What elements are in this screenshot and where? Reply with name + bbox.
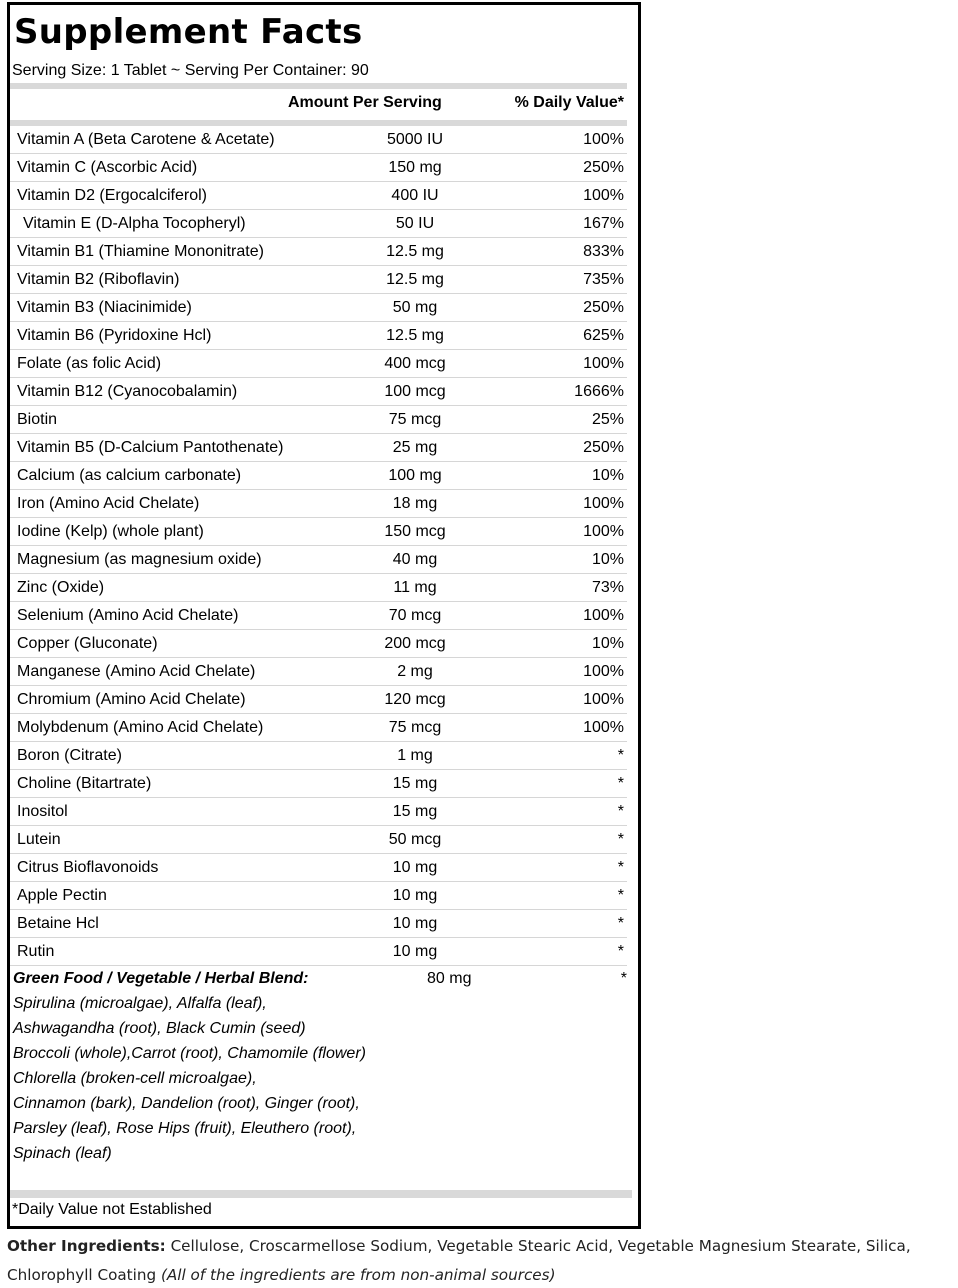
nutrient-daily-value: 100% [583, 523, 624, 540]
nutrient-name: Vitamin B1 (Thiamine Mononitrate) [17, 243, 264, 260]
nutrient-amount: 12.5 mg [386, 243, 444, 260]
nutrient-amount: 11 mg [393, 579, 437, 596]
table-row [10, 882, 627, 910]
table-row [10, 266, 627, 294]
blend-ingredients [13, 991, 366, 1166]
nutrient-daily-value: * [617, 803, 624, 820]
nutrient-name: Biotin [17, 411, 58, 428]
nutrient-amount: 400 mcg [384, 355, 446, 372]
nutrient-amount: 10 mg [392, 915, 438, 932]
nutrient-amount: 50 mcg [388, 831, 442, 848]
nutrient-amount: 100 mg [388, 467, 442, 484]
nutrient-name: Vitamin B2 (Riboflavin) [17, 271, 180, 288]
nutrient-daily-value: 167% [583, 215, 624, 232]
table-row [10, 434, 627, 462]
nutrient-name: Vitamin C (Ascorbic Acid) [17, 159, 198, 176]
nutrient-daily-value: 250% [583, 159, 624, 176]
nutrient-daily-value: 100% [583, 691, 624, 708]
table-row [10, 322, 627, 350]
table-row [10, 490, 627, 518]
divider-bar [10, 1190, 632, 1198]
nutrient-daily-value: * [617, 831, 624, 848]
nutrient-name: Vitamin B5 (D-Calcium Pantothenate) [17, 439, 284, 456]
nutrient-name: Citrus Bioflavonoids [17, 859, 159, 876]
nutrient-amount: 75 mcg [388, 411, 442, 428]
nutrient-daily-value: 250% [583, 299, 624, 316]
nutrient-daily-value: 833% [583, 243, 624, 260]
blend-line: Broccoli (whole),Carrot (root), Chamomile (flower) [13, 1045, 366, 1062]
nutrient-amount: 15 mg [392, 803, 438, 820]
nutrient-name: Apple Pectin [17, 887, 107, 904]
nutrient-name: Choline (Bitartrate) [17, 775, 152, 792]
other-ingredients [7, 1232, 947, 1288]
table-row [10, 154, 627, 182]
supplement-facts-panel [7, 2, 641, 1229]
table-row [10, 658, 627, 686]
nutrient-name: Vitamin D2 (Ergocalciferol) [17, 187, 207, 204]
table-row [10, 546, 627, 574]
nutrient-name: Vitamin E (D-Alpha Tocopheryl) [23, 215, 246, 232]
nutrient-name: Manganese (Amino Acid Chelate) [17, 663, 256, 680]
footnote: *Daily Value not Established [12, 1201, 212, 1218]
table-row [10, 686, 627, 714]
nutrient-daily-value: 25% [591, 411, 624, 428]
nutrient-name: Vitamin B12 (Cyanocobalamin) [17, 383, 238, 400]
divider-bar [10, 83, 627, 89]
nutrient-name: Molybdenum (Amino Acid Chelate) [17, 719, 264, 736]
amount-header: Amount Per Serving [288, 94, 442, 111]
nutrient-amount: 50 mg [392, 299, 438, 316]
table-row [10, 574, 627, 602]
nutrient-daily-value: * [617, 915, 624, 932]
nutrient-amount: 10 mg [392, 943, 438, 960]
nutrient-name: Iron (Amino Acid Chelate) [17, 495, 200, 512]
nutrient-name: Betaine Hcl [17, 915, 99, 932]
other-ingredients-note: (All of the ingredients are from non-animal sources) [160, 1266, 556, 1284]
nutrient-daily-value: 100% [583, 131, 624, 148]
nutrient-daily-value: 625% [583, 327, 624, 344]
table-row [10, 406, 627, 434]
blend-row [13, 967, 630, 991]
nutrient-amount: 25 mg [392, 439, 438, 456]
nutrient-amount: 40 mg [392, 551, 438, 568]
other-ingredients-text: Cellulose, Croscarmellose Sodium, Vegetable Stearic Acid, Vegetable Magnesium Stearate, Silica, Chlorophyll Coating [7, 1237, 911, 1284]
nutrient-daily-value: * [617, 747, 624, 764]
blend-line: Spirulina (microalgae), Alfalfa (leaf), [13, 995, 267, 1012]
nutrient-name: Zinc (Oxide) [17, 579, 105, 596]
nutrient-daily-value: * [617, 887, 624, 904]
other-ingredients-label: Other Ingredients: [7, 1237, 166, 1255]
table-row [10, 378, 627, 406]
table-row [10, 798, 627, 826]
table-row [10, 294, 627, 322]
nutrient-name: Vitamin A (Beta Carotene & Acetate) [17, 131, 275, 148]
nutrient-daily-value: 100% [583, 187, 624, 204]
nutrient-name: Calcium (as calcium carbonate) [17, 467, 242, 484]
nutrient-daily-value: 10% [591, 467, 624, 484]
nutrient-name: Boron (Citrate) [17, 747, 122, 764]
table-row [10, 826, 627, 854]
nutrient-amount: 75 mcg [388, 719, 442, 736]
nutrient-daily-value: 73% [591, 579, 624, 596]
nutrient-amount: 70 mcg [388, 607, 442, 624]
nutrient-amount: 150 mcg [384, 523, 446, 540]
nutrient-amount: 200 mcg [384, 635, 446, 652]
table-row [10, 182, 627, 210]
nutrient-name: Chromium (Amino Acid Chelate) [17, 691, 246, 708]
blend-line: Chlorella (broken-cell microalgae), [13, 1070, 257, 1087]
nutrient-amount: 10 mg [392, 859, 438, 876]
nutrient-daily-value: 100% [583, 607, 624, 624]
table-row [10, 126, 627, 154]
daily-value-header: % Daily Value* [514, 94, 624, 111]
nutrient-name: Vitamin B3 (Niacinimide) [17, 299, 192, 316]
nutrient-amount: 100 mcg [384, 383, 446, 400]
nutrient-amount: 150 mg [388, 159, 442, 176]
blend-name: Green Food / Vegetable / Herbal Blend: [13, 970, 309, 987]
table-row [10, 714, 627, 742]
nutrient-daily-value: 10% [591, 551, 624, 568]
nutrient-daily-value: * [617, 859, 624, 876]
nutrient-name: Iodine (Kelp) (whole plant) [17, 523, 204, 540]
nutrient-amount: 12.5 mg [386, 327, 444, 344]
blend-line: Ashwagandha (root), Black Cumin (seed) [13, 1020, 306, 1037]
blend-line: Parsley (leaf), Rose Hips (fruit), Eleuthero (root), [13, 1120, 357, 1137]
table-row [10, 518, 627, 546]
nutrient-daily-value: 10% [591, 635, 624, 652]
blend-daily-value: * [620, 970, 627, 987]
nutrient-amount: 12.5 mg [386, 271, 444, 288]
nutrient-name: Magnesium (as magnesium oxide) [17, 551, 262, 568]
table-row [10, 210, 627, 238]
nutrient-name: Folate (as folic Acid) [17, 355, 162, 372]
table-row [10, 854, 627, 882]
nutrient-daily-value: 735% [583, 271, 624, 288]
nutrient-amount: 50 IU [395, 215, 435, 232]
table-row [10, 938, 627, 966]
nutrient-daily-value: 250% [583, 439, 624, 456]
nutrient-amount: 10 mg [392, 887, 438, 904]
nutrient-daily-value: 100% [583, 663, 624, 680]
table-row [10, 602, 627, 630]
table-row [10, 350, 627, 378]
nutrient-daily-value: * [617, 943, 624, 960]
nutrient-name: Inositol [17, 803, 68, 820]
table-row [10, 462, 627, 490]
table-row [10, 770, 627, 798]
nutrient-name: Rutin [17, 943, 55, 960]
nutrient-amount: 18 mg [392, 495, 438, 512]
nutrient-name: Copper (Gluconate) [17, 635, 158, 652]
serving-info: Serving Size: 1 Tablet ~ Serving Per Container: 90 [12, 62, 369, 79]
nutrient-amount: 1 mg [397, 747, 433, 764]
nutrient-amount: 15 mg [392, 775, 438, 792]
table-row [10, 238, 627, 266]
panel-title: Supplement Facts [14, 12, 363, 52]
nutrient-amount: 5000 IU [386, 131, 444, 148]
nutrient-amount: 2 mg [397, 663, 433, 680]
nutrient-name: Vitamin B6 (Pyridoxine Hcl) [17, 327, 212, 344]
nutrient-name: Lutein [17, 831, 61, 848]
nutrient-daily-value: * [617, 775, 624, 792]
nutrient-name: Selenium (Amino Acid Chelate) [17, 607, 239, 624]
nutrient-daily-value: 100% [583, 355, 624, 372]
blend-line: Cinnamon (bark), Dandelion (root), Ginger (root), [13, 1095, 360, 1112]
blend-amount: 80 mg [427, 970, 472, 987]
table-row [10, 910, 627, 938]
nutrient-table [10, 126, 627, 966]
blend-line: Spinach (leaf) [13, 1145, 112, 1162]
nutrient-daily-value: 1666% [574, 383, 624, 400]
nutrient-daily-value: 100% [583, 495, 624, 512]
nutrient-amount: 400 IU [391, 187, 439, 204]
nutrient-daily-value: 100% [583, 719, 624, 736]
nutrient-amount: 120 mcg [384, 691, 446, 708]
table-row [10, 742, 627, 770]
table-row [10, 630, 627, 658]
